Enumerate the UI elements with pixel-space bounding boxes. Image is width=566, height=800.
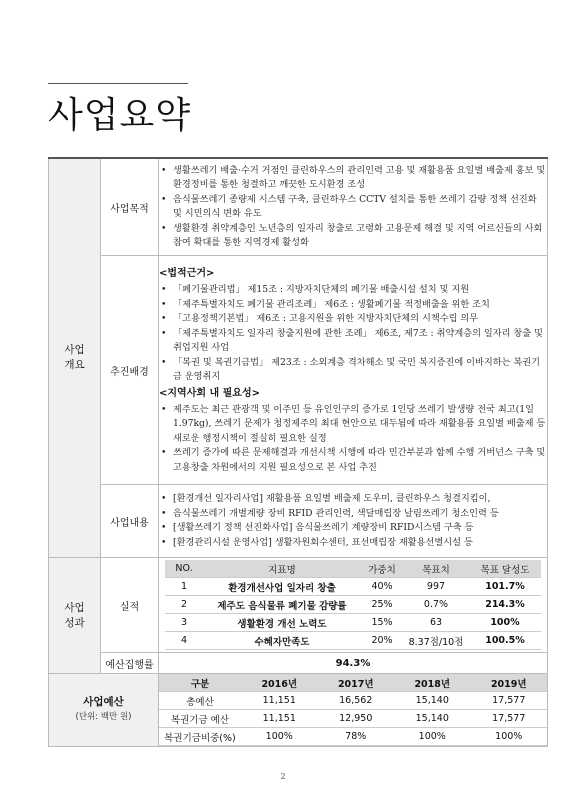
kpi-col-no: NO. [165,560,203,578]
budget-value: 100% [241,728,318,746]
kpi-target: 8.37점/10점 [403,632,469,650]
legal-bullet: • 「고용정책기본법」 제6조 : 고용지원을 위한 지방자치단체의 시책수립 의무 [159,312,547,327]
content-bullet: • 음식물쓰레기 개별계량 장비 RFID 관리인력, 색달매립장 날림쓰레기 청소인력 등 [159,507,547,522]
budget-header-row [159,674,547,692]
kpi-no: 3 [165,614,203,632]
content-content [159,485,548,558]
kpi-row [165,632,541,650]
content-bullet: • [생활쓰레기 정책 선진화사업] 음식물쓰레기 계량장비 RFID시스템 구축 등 [159,521,547,536]
budget-value: 17,577 [471,692,548,710]
kpi-target: 0.7% [403,596,469,614]
budget-exec-value: 94.3% [159,653,548,674]
budget-value: 12,950 [318,710,395,728]
budget-row-label: 복권기금 예산 [159,710,241,728]
need-bullet: • 제주도는 최근 관광객 및 이주민 등 유인인구의 증가로 1인당 쓰레기 발생량 전국 최고(1일 1.97kg), 쓰레기 문제가 청정제주의 최대 현안으로 대두됨에 따라 재활용품 요일별 배출제 등 새로운 행정시책이 절실히 필요한 실정 [159,403,547,447]
budget-col-year: 2017년 [318,674,395,692]
content-label: 사업내용 [101,485,159,558]
kpi-no: 1 [165,578,203,596]
purpose-content [159,158,548,256]
kpi-header-row [165,560,541,578]
results-row [49,558,548,653]
budget-value: 100% [394,728,471,746]
purpose-bullet: • 생활환경 취약계층인 노년층의 일자리 창출로 고령화 고용문제 해결 및 지역 어르신들의 사회참여 확대를 통한 지역경제 활성화 [159,222,547,251]
budget-row [49,674,548,747]
budget-label-cell [49,674,159,747]
results-content [159,558,548,653]
purpose-bullet: • 생활쓰레기 배출·수거 거점인 클린하우스의 관리인력 고용 및 재활용품 요일별 배출제 홍보 및 환경정비를 통한 청결하고 깨끗한 도시환경 조성 [159,164,547,193]
budget-data-row [159,692,547,710]
background-label: 추진배경 [101,256,159,485]
budget-col-year: 2018년 [394,674,471,692]
budget-col-year: 2019년 [471,674,548,692]
content-bullet: • [환경관리시설 운영사업] 생활자원회수센터, 표선매립장 재활용선별시설 등 [159,536,547,551]
need-bullet: • 쓰레기 증가에 따른 문제해결과 개선시책 시행에 따라 민간부분과 함께 수행 거버넌스 구축 및 고용창출 차원에서의 지원 필요성으로 본 사업 추진 [159,446,547,475]
budget-value: 11,151 [241,692,318,710]
kpi-target: 997 [403,578,469,596]
budget-value: 17,577 [471,710,548,728]
kpi-rate: 100% [469,614,541,632]
background-content [159,256,548,485]
budget-value: 15,140 [394,710,471,728]
budget-col-year: 2016년 [241,674,318,692]
kpi-no: 2 [165,596,203,614]
kpi-target: 63 [403,614,469,632]
background-row [49,256,548,485]
legal-bullet: • 「제주특별자치도 폐기물 관리조례」 제6조 : 생활폐기물 적정배출을 위한 조치 [159,298,547,313]
page-title: 사업요약 [48,95,192,136]
legal-bullet: • 「제주특별자치도 일자리 창출지원에 관한 조례」 제6조, 제7조 : 취약계층의 일자리 창출 및 취업지원 사업 [159,327,547,356]
results-label: 실적 [101,558,159,653]
budget-value: 16,562 [318,692,395,710]
budget-exec-label: 예산집행률 [101,653,159,674]
budget-value: 15,140 [394,692,471,710]
page-number: 2 [280,772,286,781]
kpi-row [165,578,541,596]
kpi-table [165,560,541,650]
budget-content [159,674,548,747]
budget-row-label: 복권기금비중(%) [159,728,241,746]
legal-bullet: • 「복권 및 복권기금법」 제23조 : 소외계층 격차해소 및 국민 복지증진에 이바지하는 복권기금 운영취지 [159,356,547,385]
budget-row-label: 총예산 [159,692,241,710]
kpi-col-rate: 목표 달성도 [469,560,541,578]
content-row [49,485,548,558]
legal-bullet: • 「폐기물관리법」 제15조 : 지방자치단체의 폐기물 배출시설 설치 및 지원 [159,283,547,298]
legal-basis-heading: <법적근거> [159,268,215,279]
budget-unit: (단위: 백만 원) [75,712,132,722]
budget-value: 11,151 [241,710,318,728]
kpi-weight: 40% [361,578,403,596]
budget-exec-row [49,653,548,674]
kpi-name: 제주도 음식물류 폐기물 감량률 [203,596,361,614]
purpose-row [49,158,548,256]
performance-label: 사업 성과 [49,558,101,674]
kpi-col-name: 지표명 [203,560,361,578]
kpi-name: 생활환경 개선 노력도 [203,614,361,632]
purpose-label: 사업목적 [101,158,159,256]
budget-col-category: 구분 [159,674,241,692]
purpose-bullet: • 음식물쓰레기 종량제 시스템 구축, 클린하우스 CCTV 설치를 통한 쓰레기 감량 정책 선진화 및 시민의식 변화 유도 [159,193,547,222]
title-rule [48,83,188,84]
budget-data-row [159,728,547,746]
budget-table [159,674,547,746]
kpi-col-weight: 가중치 [361,560,403,578]
kpi-rate: 214.3% [469,596,541,614]
content-bullet: • [환경개선 일자리사업] 재활용품 요일별 배출제 도우미, 클린하우스 청결지킴이, [159,492,547,507]
kpi-row [165,596,541,614]
budget-data-row [159,710,547,728]
kpi-weight: 15% [361,614,403,632]
kpi-no: 4 [165,632,203,650]
kpi-name: 수혜자만족도 [203,632,361,650]
budget-value: 100% [471,728,548,746]
kpi-row [165,614,541,632]
kpi-name: 환경개선사업 일자리 창출 [203,578,361,596]
kpi-weight: 25% [361,596,403,614]
budget-value: 78% [318,728,395,746]
kpi-rate: 101.7% [469,578,541,596]
kpi-weight: 20% [361,632,403,650]
kpi-rate: 100.5% [469,632,541,650]
kpi-col-target: 목표치 [403,560,469,578]
overview-label: 사업 개요 [49,158,101,558]
budget-label: 사업예산 [83,696,124,708]
summary-table [48,157,548,747]
community-need-heading: <지역사회 내 필요성> [159,387,261,399]
